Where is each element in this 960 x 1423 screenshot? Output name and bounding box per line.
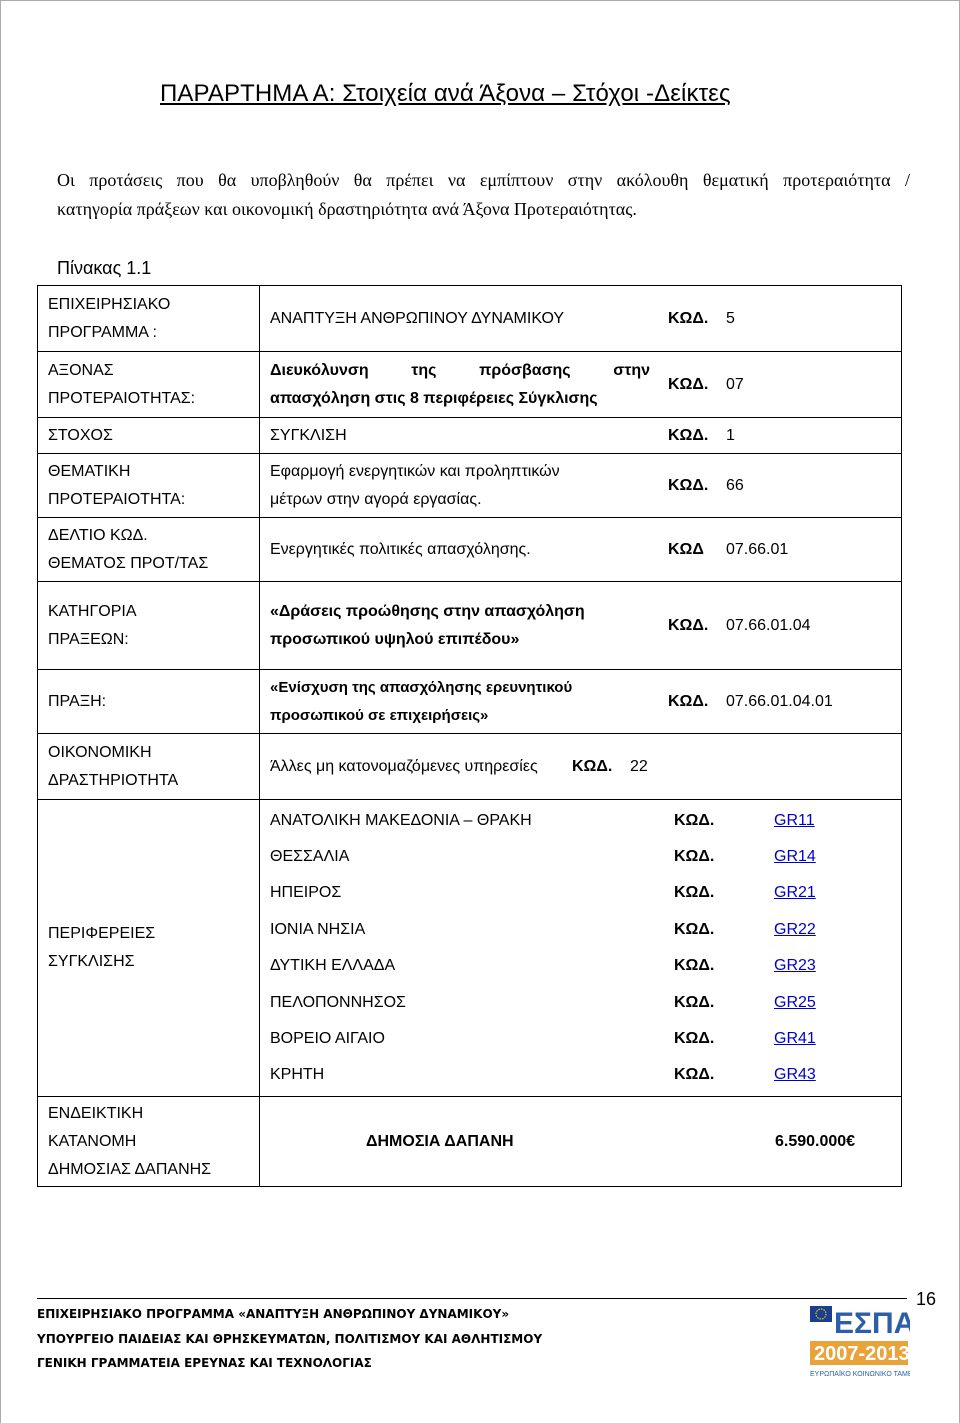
region-code-label: ΚΩΔ. — [674, 1029, 715, 1047]
thematic-label-cell — [38, 454, 260, 518]
axis-label: ΑΞΟΝΑΣ ΠΡΟΤΕΡΑΙΟΤΗΤΑΣ: — [48, 361, 196, 407]
region-name: ΚΡΗΤΗ — [270, 1066, 325, 1084]
category-value-cell — [260, 582, 902, 670]
region-row — [270, 984, 891, 1020]
region-row — [270, 802, 891, 838]
econ-code-label: ΚΩΔ. — [572, 757, 613, 775]
alloc-label-cell — [38, 1097, 260, 1187]
region-code-link[interactable]: GR41 — [774, 1029, 816, 1047]
action-label: ΠΡΑΞΗ: — [48, 692, 107, 710]
goal-label: ΣΤΟΧΟΣ — [48, 426, 113, 444]
page-border-top — [0, 0, 960, 1]
econ-value: Άλλες μη κατονομαζόμενες υπηρεσίες — [270, 757, 538, 775]
action-value-cell — [260, 670, 902, 734]
region-code-link[interactable]: GR21 — [774, 884, 816, 902]
region-row — [270, 1057, 891, 1093]
thematic-value-cell — [260, 454, 902, 518]
table-row — [38, 1097, 902, 1187]
intro-line-2: κατηγορία πράξεων και οικονομική δραστηριότητα ανά Άξονα Προτεραιότητας. — [57, 199, 637, 219]
econ-value-cell — [260, 734, 902, 800]
axis-value-cell — [260, 352, 902, 418]
axis-code-label: ΚΩΔ. — [668, 375, 709, 393]
program-label-cell — [38, 286, 260, 352]
region-row — [270, 839, 891, 875]
goal-label-cell — [38, 418, 260, 454]
delta-code: 07.66.01 — [726, 540, 789, 558]
region-code-link[interactable]: GR43 — [774, 1066, 816, 1084]
table-row — [38, 800, 902, 1097]
region-code-link[interactable]: GR14 — [774, 848, 816, 866]
axis-value-line-2: απασχόληση στις 8 περιφέρειες Σύγκλισης — [270, 389, 598, 407]
action-label-cell — [38, 670, 260, 734]
delta-value: Ενεργητικές πολιτικές απασχόλησης. — [270, 540, 531, 558]
econ-label-cell — [38, 734, 260, 800]
region-name: ΠΕΛΟΠΟΝΝΗΣΟΣ — [270, 993, 406, 1011]
program-code: 5 — [726, 309, 735, 327]
regions-value-cell — [260, 800, 902, 1097]
footer-line-3: ΓΕΝΙΚΗ ΓΡΑΜΜΑΤΕΙΑ ΕΡΕΥΝΑΣ ΚΑΙ ΤΕΧΝΟΛΟΓΙΑΣ — [37, 1356, 372, 1370]
alloc-label-line-2: ΚΑΤΑΝΟΜΗ — [48, 1132, 137, 1150]
table-row — [38, 518, 902, 582]
eu-flag-icon — [810, 1306, 832, 1322]
footer-divider — [37, 1298, 907, 1299]
logo-fund: ΕΥΡΩΠΑΪΚΟ ΚΟΙΝΩΝΙΚΟ ΤΑΜΕΙΟ — [810, 1371, 910, 1378]
region-name: ΘΕΣΣΑΛΙΑ — [270, 848, 350, 866]
region-code-label: ΚΩΔ. — [674, 811, 715, 829]
table-caption: Πίνακας 1.1 — [57, 258, 152, 278]
region-code-label: ΚΩΔ. — [674, 884, 715, 902]
action-value-line-2: προσωπικού σε επιχειρήσεις» — [270, 706, 489, 724]
thematic-code-label: ΚΩΔ. — [668, 476, 709, 494]
alloc-label-line-1: ΕΝΔΕΙΚΤΙΚΗ — [48, 1104, 144, 1122]
econ-code: 22 — [630, 757, 648, 775]
program-label: ΕΠΙΧΕΙΡΗΣΙΑΚΟ ΠΡΟΓΡΑΜΜΑ : — [48, 295, 171, 341]
espa-logo — [808, 1303, 910, 1380]
logo-wordmark: ΕΣΠΑ — [834, 1307, 910, 1340]
region-code-label: ΚΩΔ. — [674, 920, 715, 938]
table-row — [38, 582, 902, 670]
thematic-value-line-2: μέτρων στην αγορά εργασίας. — [270, 490, 482, 508]
alloc-value-cell — [260, 1097, 902, 1187]
action-code-label: ΚΩΔ. — [668, 692, 709, 710]
region-code-label: ΚΩΔ. — [674, 1066, 715, 1084]
region-code-label: ΚΩΔ. — [674, 848, 715, 866]
delta-value-cell — [260, 518, 902, 582]
regions-label-cell — [38, 800, 260, 1097]
category-value-line-2: προσωπικού υψηλού επιπέδου» — [270, 630, 520, 648]
alloc-label-line-3: ΔΗΜΟΣΙΑΣ ΔΑΠΑΝΗΣ — [48, 1160, 212, 1178]
thematic-label: ΘΕΜΑΤΙΚΗ ΠΡΟΤΕΡΑΙΟΤΗΤΑ: — [48, 462, 186, 508]
delta-label-cell — [38, 518, 260, 582]
page-number: 16 — [916, 1289, 937, 1309]
region-code-label: ΚΩΔ. — [674, 993, 715, 1011]
region-code-link[interactable]: GR11 — [774, 811, 815, 829]
table-row — [38, 734, 902, 800]
alloc-value: ΔΗΜΟΣΙΑ ΔΑΠΑΝΗ — [366, 1132, 514, 1150]
delta-code-label: ΚΩΔ — [668, 540, 704, 558]
goal-value-cell — [260, 418, 902, 454]
program-value-cell — [260, 286, 902, 352]
axis-value-line-1: Διευκόλυνση της πρόσβασης στην — [270, 361, 650, 379]
region-code-link[interactable]: GR23 — [774, 957, 816, 975]
thematic-value-line-1: Εφαρμογή ενεργητικών και προληπτικών — [270, 462, 560, 480]
category-code: 07.66.01.04 — [726, 616, 811, 634]
region-name: ΗΠΕΙΡΟΣ — [270, 884, 342, 902]
table-row — [38, 670, 902, 734]
footer-line-2: ΥΠΟΥΡΓΕΙΟ ΠΑΙΔΕΙΑΣ ΚΑΙ ΘΡΗΣΚΕΥΜΑΤΩΝ, ΠΟΛΙΤΙΣΜΟΥ ΚΑΙ ΑΘΛΗΤΙΣΜΟΥ — [37, 1332, 543, 1346]
region-code-label: ΚΩΔ. — [674, 957, 715, 975]
goal-code-label: ΚΩΔ. — [668, 426, 709, 444]
region-row — [270, 948, 891, 984]
table-row — [38, 286, 902, 352]
regions-label-line-2: ΣΥΓΚΛΙΣΗΣ — [48, 953, 135, 970]
program-value: ΑΝΑΠΤΥΞΗ ΑΝΘΡΩΠΙΝΟΥ ΔΥΝΑΜΙΚΟΥ — [270, 309, 565, 327]
region-code-link[interactable]: GR22 — [774, 920, 816, 938]
region-name: ΙΟΝΙΑ ΝΗΣΙΑ — [270, 920, 366, 938]
category-value-line-1: «Δράσεις προώθησης στην απασχόληση — [270, 602, 585, 620]
regions-label-line-1: ΠΕΡΙΦΕΡΕΙΕΣ — [48, 925, 156, 942]
region-row — [270, 912, 891, 948]
action-value-line-1: «Ενίσχυση της απασχόλησης ερευνητικού — [270, 678, 573, 696]
goal-value: ΣΥΓΚΛΙΣΗ — [270, 426, 347, 444]
page-border-left — [0, 0, 1, 1423]
goal-code: 1 — [726, 426, 735, 444]
table-row — [38, 418, 902, 454]
econ-label-line-2: ΔΡΑΣΤΗΡΙΟΤΗΤΑ — [48, 771, 179, 789]
footer-line-1: ΕΠΙΧΕΙΡΗΣΙΑΚΟ ΠΡΟΓΡΑΜΜΑ «ΑΝΑΠΤΥΞΗ ΑΝΘΡΩΠΙΝΟΥ ΔΥΝΑΜΙΚΟΥ» — [37, 1307, 510, 1321]
action-code: 07.66.01.04.01 — [726, 692, 833, 710]
program-code-label: ΚΩΔ. — [668, 309, 709, 327]
logo-years: 2007-2013 — [814, 1343, 910, 1365]
region-code-link[interactable]: GR25 — [774, 993, 816, 1011]
intro-paragraph — [57, 166, 910, 224]
category-code-label: ΚΩΔ. — [668, 616, 709, 634]
region-row — [270, 1021, 891, 1057]
alloc-amount: 6.590.000€ — [775, 1132, 856, 1150]
region-name: ΑΝΑΤΟΛΙΚΗ ΜΑΚΕΔΟΝΙΑ – ΘΡΑΚΗ — [270, 811, 532, 829]
category-label: ΚΑΤΗΓΟΡΙΑ ΠΡΑΞΕΩΝ: — [48, 602, 136, 648]
page-title: ΠΑΡΑΡΤΗΜΑ Α: Στοιχεία ανά Άξονα – Στόχοι -Δείκτες — [160, 80, 731, 107]
econ-label-line-1: ΟΙΚΟΝΟΜΙΚΗ — [48, 743, 152, 761]
intro-line-1: Οι προτάσεις που θα υποβληθούν θα πρέπει να εμπίπτουν στην ακόλουθη θεματική προτεραιότητα / — [57, 170, 910, 190]
region-name: ΒΟΡΕΙΟ ΑΙΓΑΙΟ — [270, 1029, 385, 1047]
region-name: ΔΥΤΙΚΗ ΕΛΛΑΔΑ — [270, 957, 396, 975]
axis-code: 07 — [726, 375, 744, 393]
axis-label-cell — [38, 352, 260, 418]
info-table — [37, 285, 902, 1187]
thematic-code: 66 — [726, 476, 744, 494]
region-row — [270, 875, 891, 911]
delta-label-line-1: ΔΕΛΤΙΟ ΚΩΔ. — [48, 526, 148, 544]
espa-logo-graphic — [808, 1303, 910, 1380]
category-label-cell — [38, 582, 260, 670]
delta-label-line-2: ΘΕΜΑΤΟΣ ΠΡΟΤ/ΤΑΣ — [48, 554, 209, 572]
table-row — [38, 352, 902, 418]
table-row — [38, 454, 902, 518]
